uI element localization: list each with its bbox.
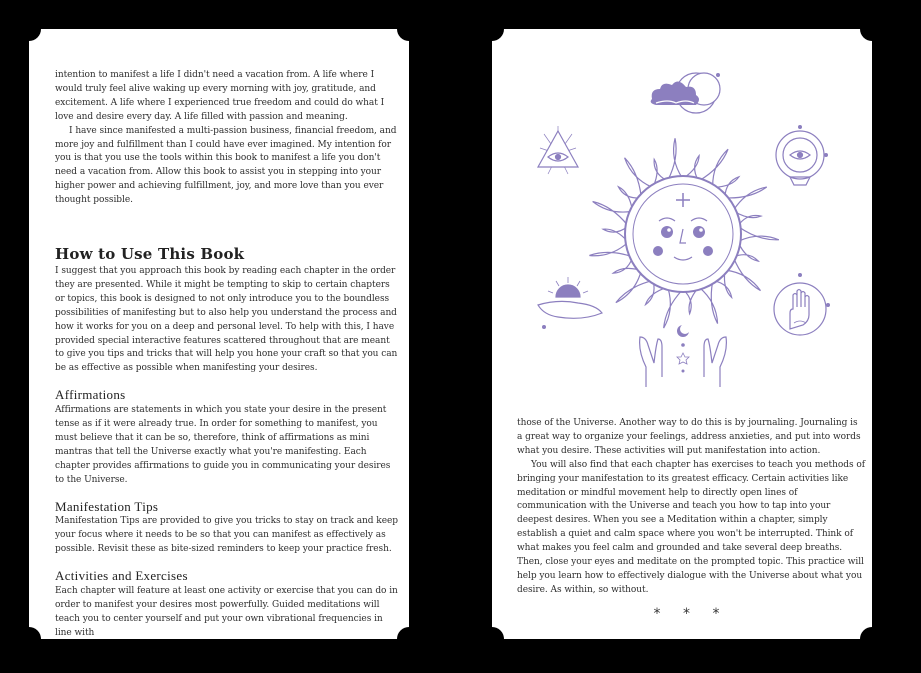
sun-ray [664, 288, 683, 328]
all-seeing-eye-triangle-icon [538, 126, 578, 174]
palm-reading-hand-icon [774, 273, 830, 335]
right-page [492, 29, 872, 639]
activities-heading: Activities and Exercises [55, 568, 188, 584]
sun-ray [739, 227, 779, 242]
sun-ray [603, 227, 627, 242]
activities-paragraph: Each chapter will feature at least one activity or exercise that you can do in order to manifest your desires most powerfully. Guided meditations will teach you to center yourself and put your own vibrational frequencies in line with [55, 586, 398, 638]
sun-ray [668, 138, 682, 180]
celestial-illustration [528, 69, 838, 389]
moon-cloud-icon [651, 73, 720, 113]
section-ornament: * * * [653, 605, 729, 622]
right-paragraph-1: those of the Universe. Another way to do this is by journaling. Journaling is a great way to organize your feelings, address anxieties, and put into words what you desire. These activities will put manifestation into action. [517, 418, 861, 456]
manifestation-tips-heading: Manifestation Tips [55, 498, 159, 514]
intro-paragraph-1: intention to manifest a life I didn't need a vacation from. A life where I would truly feel alive waking up every morning with joy, gratitude, and excitement. A life where I experienced true freedom and could do what I love and desire every day. A life filled with passion and meaning. [55, 70, 385, 122]
affirmations-paragraph: Affirmations are statements in which you state your desire in the present tense as if it were already true. In order for something to manifest, you must believe that it can be so, therefore, think of affirmations as mini mantras that tell the Universe exactly what you're manifesting. Each chapter provides affirmations to guide you in communicating your desires to the Universe. [55, 405, 391, 485]
hand-rising-sun-icon [538, 277, 602, 329]
how-to-use-paragraph: I suggest that you approach this book by reading each chapter in the order they are presented. While it might be tempting to skip to certain chapters or topics, this book is designed to not only introduce you to the boundless possibilities of manifesting but to also help you understand the process and how it works for you on a deep and personal level. To help with this, I have provided special interactive features scattered throughout that are meant to give you tips and tricks that will help you hone your craft so that you can be as effective as possible when manifesting your desires. [55, 265, 398, 374]
right-paragraph-2: You will also find that each chapter has exercises to teach you methods of bringing your manifestation to its greatest efficacy. Certain activities like meditation or mindful movement help to directly open lines of communication with the Universe and teach you how to tap into your deepest desires. When you see a Meditation within a chapter, simply establish a quiet and calm space where you won't be interrupted. Think of what makes you feel calm and grounded and take several deep breaths. Then, close your eyes and meditate on the prompted topic. This practice will help you learn how to effectively dialogue with the Universe about what you desire. As within, so without. [517, 459, 865, 595]
how-to-use-heading: How to Use This Book [55, 245, 245, 264]
open-hands-moon-icon [640, 324, 727, 387]
manifestation-tips-paragraph: Manifestation Tips are provided to give you tricks to stay on track and keep your focus where it needs to be so that you can manifest as effectively as possible. Revisit these as bite-sized reminders to keep your practice fresh. [55, 516, 398, 555]
left-page-content [55, 69, 399, 641]
affirmations-heading: Affirmations [55, 387, 126, 403]
crystal-ball-eye-icon [776, 125, 828, 185]
sun-face-icon [625, 176, 741, 292]
left-page [29, 29, 409, 639]
intro-paragraph-2: I have since manifested a multi-passion business, financial freedom, and more joy and fulfillment than I could have ever imagined. My intention for you is that you use the tools within this book to manifest a life you don't need a vacation from. Allow this book to assist you in stepping into your higher power and achieving fulfillment, joy, and more love than you ever thought possible. [55, 125, 397, 206]
right-page-content [517, 417, 865, 622]
